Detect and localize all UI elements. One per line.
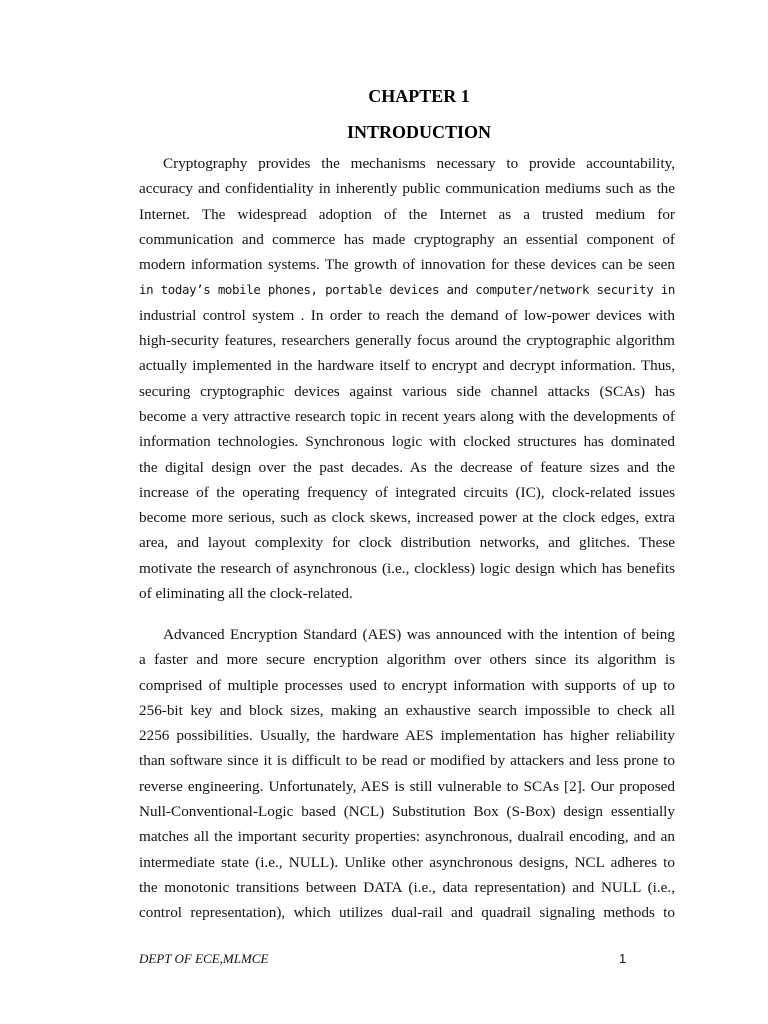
text-line: a faster and more secure encryption algorithm over others since its algorithm is (139, 651, 675, 669)
text-line: intermediate state (i.e., NULL). Unlike other asynchronous designs, NCL adheres to (139, 853, 675, 871)
paragraph-1 (139, 151, 675, 606)
text-line: the digital design over the past decades. As the decrease of feature sizes and the (139, 458, 675, 476)
text-line: accuracy and confidentiality in inherently public communication mediums such as the (139, 180, 675, 198)
text-line: information technologies. Synchronous logic with clocked structures has dominated (139, 433, 675, 451)
text-line: comprised of multiple processes used to encrypt information with supports of up to (139, 676, 675, 694)
text-line: communication and commerce has made cryptography an essential component of (139, 230, 675, 248)
text-line: reverse engineering. Unfortunately, AES is still vulnerable to SCAs [2]. Our proposed (139, 777, 675, 795)
text-line: become more serious, such as clock skews, increased power at the clock edges, extra (139, 509, 675, 527)
text-line: than software since it is difficult to be read or modified by attackers and less prone to (139, 752, 675, 770)
text-line: 256-bit key and block sizes, making an exhaustive search impossible to check all (139, 701, 675, 719)
text-line: in today’s mobile phones, portable devices and computer/network security in (139, 282, 675, 298)
page-number: 1 (619, 951, 627, 966)
paragraph-2 (139, 622, 675, 926)
text-line: area, and layout complexity for clock distribution networks, and glitches. These (139, 534, 675, 552)
text-line: motivate the research of asynchronous (i.e., clockless) logic design which has benefits (139, 559, 675, 577)
text-line: Internet. The widespread adoption of the Internet as a trusted medium for (139, 205, 675, 223)
text-line: matches all the important security properties: asynchronous, dualrail encoding, and an (139, 828, 675, 846)
text-line: increase of the operating frequency of integrated circuits (IC), clock-related issues (139, 483, 675, 501)
text-line: of eliminating all the clock-related. (139, 585, 353, 603)
text-line: Advanced Encryption Standard (AES) was announced with the intention of being (163, 626, 675, 643)
text-line: high-security features, researchers generally focus around the cryptographic algorithm (139, 332, 675, 350)
text-line: become a very attractive research topic in recent years along with the developments of (139, 407, 675, 425)
text-line: securing cryptographic devices against various side channel attacks (SCAs) has (139, 382, 675, 400)
text-line: 2256 possibilities. Usually, the hardware AES implementation has higher reliability (139, 727, 675, 745)
text-line: control representation), which utilizes dual-rail and quadrail signaling methods to (139, 904, 675, 922)
text-line: Null-Conventional-Logic based (NCL) Substitution Box (S-Box) design essentially (139, 803, 675, 821)
text-line: modern information systems. The growth of innovation for these devices can be seen (139, 256, 675, 274)
footer-department: DEPT OF ECE,MLMCE (139, 951, 269, 966)
chapter-number: CHAPTER 1 (368, 86, 470, 106)
text-line: industrial control system . In order to reach the demand of low-power devices with (139, 306, 675, 324)
text-line: actually implemented in the hardware itself to encrypt and decrypt information. Thus, (139, 357, 675, 375)
text-line: Cryptography provides the mechanisms necessary to provide accountability, (163, 155, 675, 172)
text-line: the monotonic transitions between DATA (i.e., data representation) and NULL (i.e., (139, 878, 675, 896)
chapter-title: INTRODUCTION (346, 122, 492, 142)
